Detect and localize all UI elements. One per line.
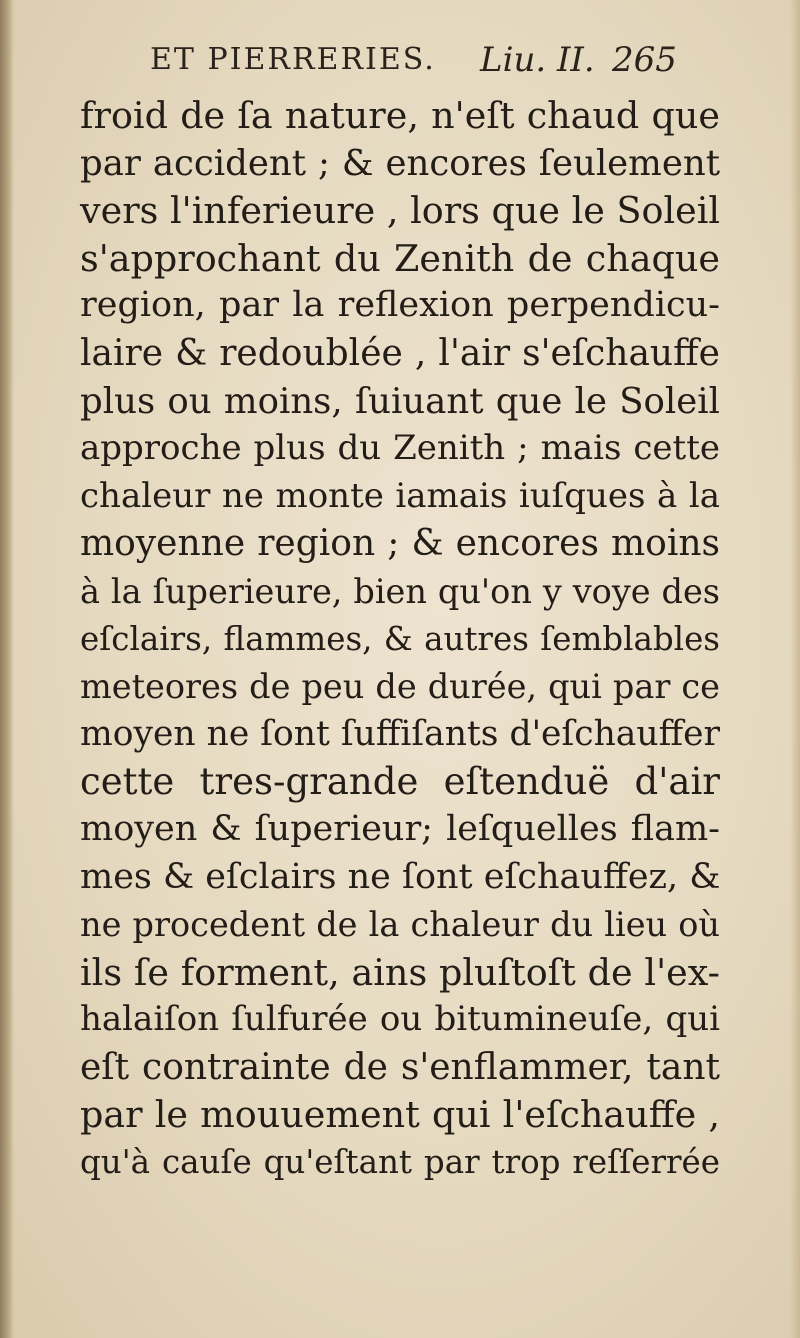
binding-edge [0, 0, 14, 1338]
text-line: ils ſe forment, ains pluſtoſt de l'ex- [80, 950, 720, 994]
text-line: à la ſuperieure, bien qu'on y voye des [80, 571, 720, 611]
text-line: region, par la reflexion perpendicu- [80, 285, 720, 326]
text-line: meteores de peu de durée, qui par ce [80, 667, 720, 707]
text-line: s'approchant du Zenith de chaque [80, 236, 720, 280]
page-edge-shadow [790, 0, 800, 1338]
text-line: eſclairs, flammes, & autres ſemblables [80, 619, 720, 658]
text-line: moyen ne ſont ſuffiſants d'eſchauffer [80, 713, 720, 754]
text-line: moyen & ſuperieur; leſquelles flam- [80, 808, 720, 849]
page-number: 265 [612, 40, 677, 80]
text-line: qu'à cauſe qu'eſtant par trop reſſerrée [80, 1143, 720, 1182]
running-head-title: ET PIERRERIES. [150, 42, 436, 77]
text-line: moyenne region ; & encores moins [80, 523, 720, 565]
text-line: cette tres-grande eſtenduë d'air [80, 760, 720, 804]
text-line: par accident ; & encores ſeulement [80, 142, 720, 184]
text-line: mes & eſclairs ne ſont eſchauffez, & [80, 856, 721, 897]
text-line: par le mouuement qui l'eſchauffe , [80, 1093, 720, 1137]
text-line: froid de ſa nature, n'eſt chaud que [80, 94, 720, 137]
running-head-book: Liu. II. [480, 40, 595, 80]
body-text [80, 92, 720, 1187]
running-head [150, 40, 720, 96]
text-line: ne procedent de la chaleur du lieu où [80, 905, 720, 945]
text-line: vers l'inferieure , lors que le Soleil [80, 189, 721, 233]
text-line: laire & redoublée , l'air s'eſchauffe [80, 332, 720, 374]
text-line: halaiſon ſulfurée ou bitumineuſe, qui [80, 999, 720, 1040]
text-line: plus ou moins, ſuiuant que le Soleil [80, 380, 720, 422]
text-line: eſt contrainte de s'enflammer, tant [80, 1046, 720, 1088]
text-line: approche plus du Zenith ; mais cette [80, 428, 720, 469]
text-line: chaleur ne monte iamais iuſques à la [80, 475, 720, 516]
